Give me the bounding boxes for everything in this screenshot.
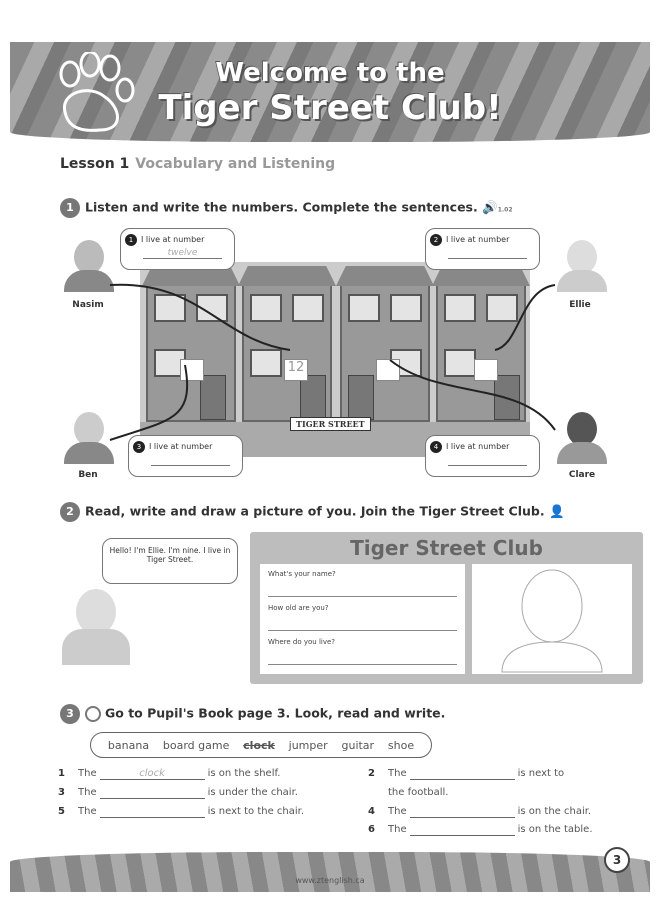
lesson-subtitle: Vocabulary and Listening: [135, 156, 336, 172]
title-line-1: Welcome to the: [215, 58, 445, 88]
exercise-number: 1: [60, 198, 80, 218]
footer-url: www.ztenglish.ca: [295, 876, 365, 885]
kid-name: Clare: [568, 470, 596, 480]
card-form: [260, 564, 465, 674]
footer-banner: [10, 852, 650, 892]
instruction-text: Read, write and draw a picture of you. Join the Tiger Street Club.: [85, 503, 545, 519]
word: guitar: [341, 738, 375, 752]
lesson-label: Lesson 1: [60, 156, 130, 172]
answer-blank[interactable]: [100, 806, 205, 818]
exercise-number: 2: [60, 502, 80, 522]
speech-bubble-1: 1 I live at number twelve: [120, 228, 235, 270]
card-title: Tiger Street Club: [350, 536, 543, 560]
ellie-photo: [60, 585, 130, 665]
kid-name: Ben: [78, 470, 98, 480]
drawing-area[interactable]: [472, 564, 632, 674]
book-icon: [85, 706, 101, 722]
audio-icon[interactable]: 🔊: [482, 199, 498, 215]
answer-line[interactable]: [268, 630, 457, 631]
sentence-2-continued: the football.: [388, 787, 449, 798]
title-line-2: Tiger Street Club!: [158, 88, 502, 128]
word: jumper: [288, 738, 328, 752]
audio-track: 1.02: [497, 206, 513, 214]
ellie-speech-bubble: Hello! I'm Ellie. I'm nine. I live in Tiger Street.: [102, 538, 238, 584]
answer-blank[interactable]: [410, 806, 515, 818]
answer-line[interactable]: [268, 664, 457, 665]
exercise-2-instruction: [60, 502, 565, 522]
page-number: 3: [604, 847, 630, 873]
answer-blank[interactable]: [100, 787, 205, 799]
sentence-1: 1 The clock is on the shelf.: [58, 768, 281, 779]
head-outline-icon: [472, 564, 632, 674]
word: banana: [107, 738, 150, 752]
house-number-box: 12: [284, 359, 308, 381]
word: board game: [162, 738, 230, 752]
question-label: How old are you?: [268, 604, 329, 612]
sentence-3: 3 The is under the chair.: [58, 787, 298, 798]
answer-line[interactable]: twelve: [143, 248, 222, 259]
street-sign: TIGER STREET: [290, 417, 371, 431]
sentence-6: 6 The is on the table.: [368, 824, 593, 835]
instruction-text: Go to Pupil's Book page 3. Look, read and write.: [105, 705, 446, 721]
instruction-text: Listen and write the numbers. Complete the sentences.: [85, 199, 478, 215]
kid-name: Ellie: [569, 300, 591, 310]
speech-bubble-3: 3 I live at number: [128, 435, 243, 477]
sentence-4: 4 The is on the chair.: [368, 806, 592, 817]
word-bank: [90, 732, 432, 758]
word: shoe: [387, 738, 415, 752]
club-card: [250, 532, 643, 684]
word-crossed: clock: [243, 738, 275, 752]
kid-name: Nasim: [72, 300, 104, 310]
answer-blank[interactable]: [410, 768, 515, 780]
answer-line[interactable]: [268, 596, 457, 597]
person-icon: 👤: [548, 503, 565, 519]
answer-blank[interactable]: clock: [100, 768, 205, 780]
answer-blank[interactable]: [410, 824, 515, 836]
question-label: What's your name?: [268, 570, 336, 578]
exercise-number: 3: [60, 704, 80, 724]
sentence-5: 5 The is next to the chair.: [58, 806, 305, 817]
sentence-2: 2 The is next to: [368, 768, 565, 779]
exercise-3-instruction: [60, 704, 445, 724]
question-label: Where do you live?: [268, 638, 336, 646]
speech-bubble-4: 4 I live at number: [425, 435, 540, 477]
speech-bubble-2: 2 I live at number: [425, 228, 540, 270]
